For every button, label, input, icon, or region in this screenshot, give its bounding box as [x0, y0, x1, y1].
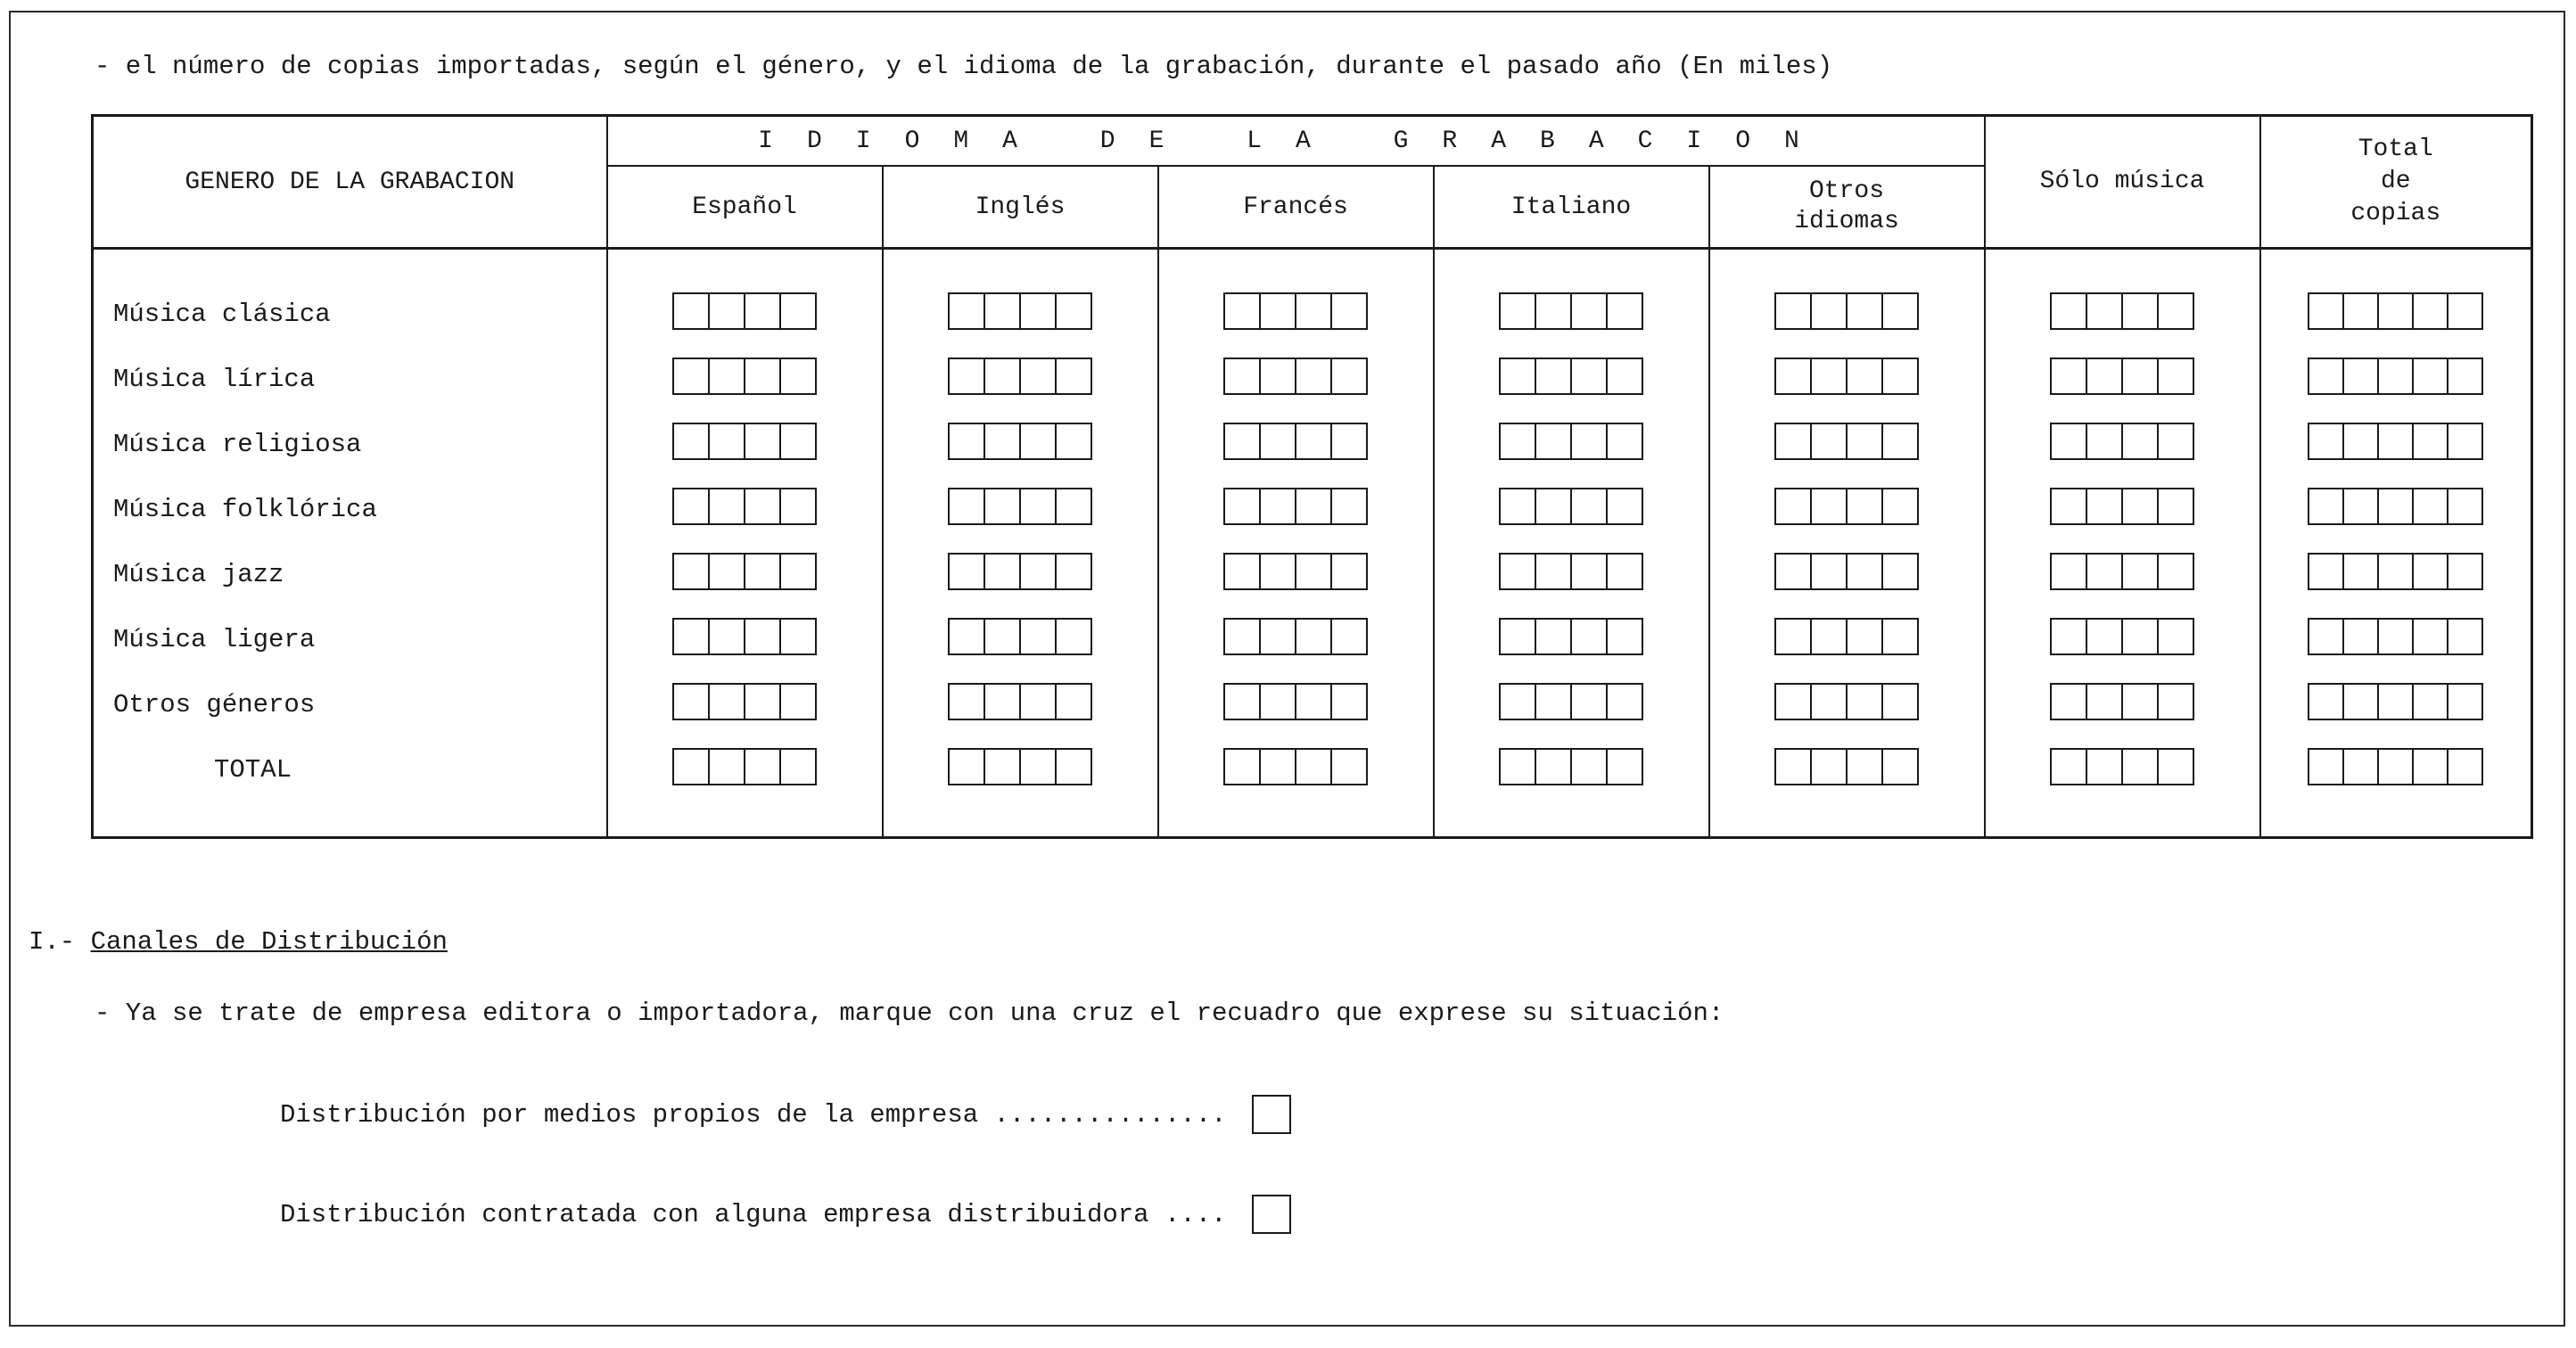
- entry-field[interactable]: [2050, 683, 2194, 720]
- table-row: [93, 542, 2532, 607]
- entry-field[interactable]: [1223, 683, 1368, 720]
- solo-musica-header: Sólo música: [1985, 116, 2260, 249]
- entry-field[interactable]: [1499, 292, 1643, 330]
- entry-field[interactable]: [1774, 553, 1919, 590]
- entry-field[interactable]: [2308, 292, 2483, 330]
- imports-table: [91, 114, 2533, 839]
- entry-field[interactable]: [948, 618, 1092, 655]
- table-row-total: [93, 737, 2532, 802]
- entry-field[interactable]: [1774, 358, 1919, 395]
- total-copias-header: Total de copias: [2260, 116, 2532, 249]
- entry-field[interactable]: [1223, 423, 1368, 460]
- entry-field[interactable]: [672, 358, 817, 395]
- row-label: Música religiosa: [93, 412, 607, 477]
- entry-field[interactable]: [948, 292, 1092, 330]
- entry-field[interactable]: [2050, 553, 2194, 590]
- entry-field[interactable]: [672, 423, 817, 460]
- option-checkbox[interactable]: [1252, 1095, 1291, 1134]
- entry-field[interactable]: [672, 618, 817, 655]
- entry-field[interactable]: [2050, 358, 2194, 395]
- intro-text: - el número de copias importadas, según el género, y el idioma de la grabación, durante el pasado año (En miles): [95, 52, 1833, 81]
- option-label: Distribución por medios propios de la empresa ...............: [280, 1099, 1227, 1130]
- entry-field[interactable]: [1774, 683, 1919, 720]
- lang-header-ingles: Inglés: [883, 166, 1158, 249]
- table-row: [93, 412, 2532, 477]
- row-label-total: TOTAL: [93, 737, 607, 802]
- lang-header-otros: Otros idiomas: [1709, 166, 1985, 249]
- language-group-header: IDIOMA DE LA GRABACION: [607, 116, 1985, 167]
- entry-field[interactable]: [1223, 618, 1368, 655]
- entry-field[interactable]: [1223, 488, 1368, 525]
- entry-field[interactable]: [672, 488, 817, 525]
- section-heading: [29, 927, 448, 957]
- table-row: [93, 347, 2532, 412]
- entry-field[interactable]: [1223, 553, 1368, 590]
- option-own-means: [280, 1095, 1291, 1134]
- entry-field[interactable]: [1499, 423, 1643, 460]
- entry-field[interactable]: [948, 553, 1092, 590]
- lang-header-espanol: Español: [607, 166, 883, 249]
- entry-field[interactable]: [1223, 358, 1368, 395]
- table-row: [93, 672, 2532, 737]
- table-row: [93, 607, 2532, 672]
- entry-field[interactable]: [1774, 423, 1919, 460]
- entry-field[interactable]: [672, 292, 817, 330]
- entry-field[interactable]: [948, 683, 1092, 720]
- entry-field[interactable]: [1499, 488, 1643, 525]
- row-label: Música clásica: [93, 282, 607, 347]
- row-label: Música ligera: [93, 607, 607, 672]
- entry-field[interactable]: [2050, 748, 2194, 785]
- entry-field[interactable]: [1499, 553, 1643, 590]
- entry-field[interactable]: [2308, 748, 2483, 785]
- entry-field[interactable]: [2308, 358, 2483, 395]
- entry-field[interactable]: [2308, 423, 2483, 460]
- entry-field[interactable]: [948, 748, 1092, 785]
- entry-field[interactable]: [1223, 748, 1368, 785]
- entry-field[interactable]: [1774, 618, 1919, 655]
- entry-field[interactable]: [1499, 618, 1643, 655]
- entry-field[interactable]: [1499, 358, 1643, 395]
- instruction-text: - Ya se trate de empresa editora o importadora, marque con una cruz el recuadro que exprese su situación:: [95, 999, 1724, 1028]
- table-row: [93, 477, 2532, 542]
- entry-field[interactable]: [1774, 488, 1919, 525]
- entry-field[interactable]: [948, 358, 1092, 395]
- entry-field[interactable]: [1774, 292, 1919, 330]
- entry-field[interactable]: [2308, 488, 2483, 525]
- entry-field[interactable]: [672, 748, 817, 785]
- entry-field[interactable]: [2308, 618, 2483, 655]
- row-label: Música lírica: [93, 347, 607, 412]
- entry-field[interactable]: [2308, 553, 2483, 590]
- entry-field[interactable]: [2050, 423, 2194, 460]
- entry-field[interactable]: [2050, 618, 2194, 655]
- option-label: Distribución contratada con alguna empresa distribuidora ....: [280, 1199, 1227, 1229]
- entry-field[interactable]: [1774, 748, 1919, 785]
- section-title: Canales de Distribución: [90, 927, 448, 957]
- entry-field[interactable]: [948, 423, 1092, 460]
- lang-header-italiano: Italiano: [1434, 166, 1709, 249]
- genre-header: GENERO DE LA GRABACION: [93, 116, 607, 249]
- entry-field[interactable]: [2308, 683, 2483, 720]
- row-label: Música jazz: [93, 542, 607, 607]
- section-number: I.-: [29, 927, 76, 957]
- entry-field[interactable]: [948, 488, 1092, 525]
- entry-field[interactable]: [672, 683, 817, 720]
- row-label: Música folklórica: [93, 477, 607, 542]
- option-contracted: [280, 1195, 1291, 1234]
- entry-field[interactable]: [1223, 292, 1368, 330]
- entry-field[interactable]: [672, 553, 817, 590]
- entry-field[interactable]: [1499, 683, 1643, 720]
- table-row: [93, 282, 2532, 347]
- entry-field[interactable]: [2050, 292, 2194, 330]
- option-checkbox[interactable]: [1252, 1195, 1291, 1234]
- entry-field[interactable]: [1499, 748, 1643, 785]
- entry-field[interactable]: [2050, 488, 2194, 525]
- lang-header-frances: Francés: [1158, 166, 1434, 249]
- row-label: Otros géneros: [93, 672, 607, 737]
